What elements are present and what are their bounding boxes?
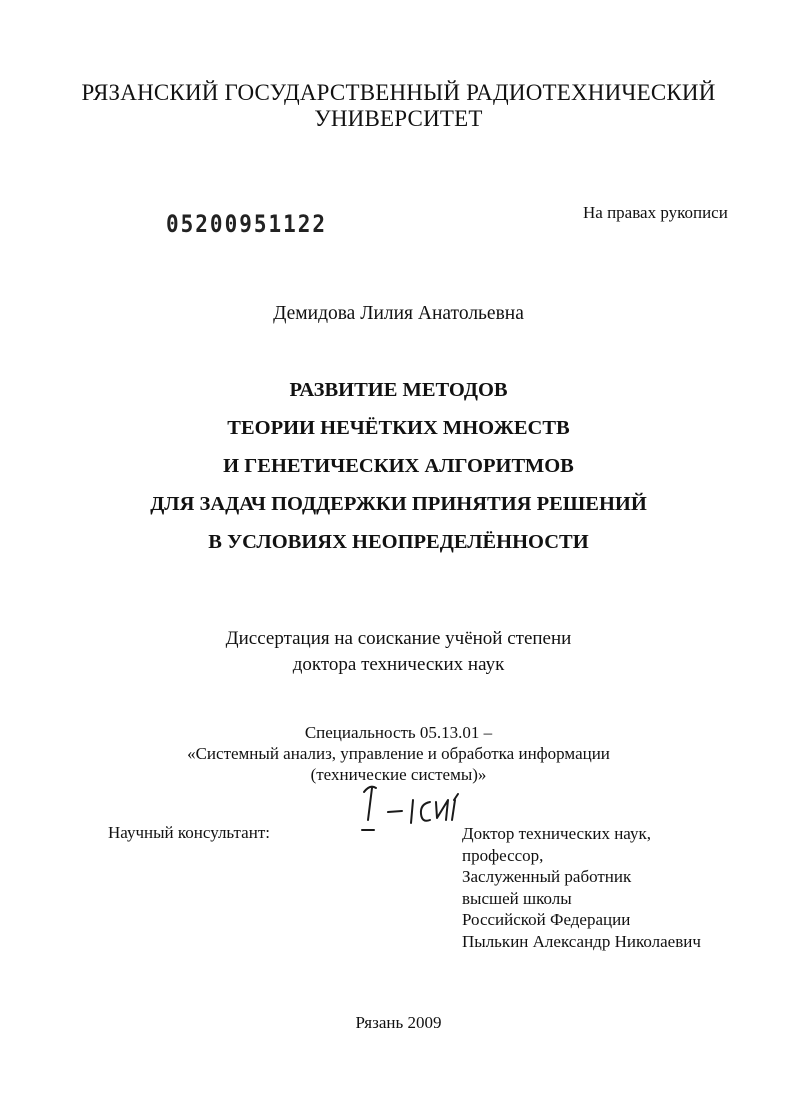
consultant-line-1: Доктор технических наук, (462, 824, 651, 843)
degree-statement (0, 626, 797, 678)
title-line-5: В УСЛОВИЯХ НЕОПРЕДЕЛЁННОСТИ (208, 531, 589, 553)
rights-note: На правах рукописи (583, 203, 728, 222)
specialty-line-3: (технические системы)» (310, 765, 487, 784)
degree-line-2: доктора технических наук (292, 654, 505, 675)
title-line-3: И ГЕНЕТИЧЕСКИХ АЛГОРИТМОВ (223, 455, 574, 477)
consultant-line-4: высшей школы (462, 888, 572, 908)
archive-number-stamp: 05200951122 (166, 210, 328, 238)
university-line-2: УНИВЕРСИТЕТ (314, 106, 483, 131)
specialty-line-2: «Системный анализ, управление и обработка информации (187, 744, 610, 763)
consultant-line-3: Заслуженный работник (462, 867, 632, 886)
university-line-1: РЯЗАНСКИЙ ГОСУДАРСТВЕННЫЙ РАДИОТЕХНИЧЕСКИЙ (81, 80, 716, 105)
author-name: Демидова Лилия Анатольевна (273, 303, 524, 324)
university-name (0, 80, 797, 132)
consultant-info (462, 823, 701, 952)
consultant-line-6: Пылькин Александр Николаевич (462, 931, 701, 951)
specialty-line-1: Специальность 05.13.01 – (304, 723, 493, 742)
city-year: Рязань 2009 (355, 1013, 442, 1032)
specialty-block (0, 722, 797, 785)
title-line-4: ДЛЯ ЗАДАЧ ПОДДЕРЖКИ ПРИНЯТИЯ РЕШЕНИЙ (150, 493, 647, 515)
consultant-label: Научный консультант: (108, 823, 270, 842)
handwritten-note-drawing (358, 778, 478, 838)
title-line-2: ТЕОРИИ НЕЧЁТКИХ МНОЖЕСТВ (227, 417, 570, 439)
title-line-1: РАЗВИТИЕ МЕТОДОВ (289, 379, 508, 401)
degree-line-1: Диссертация на соискание учёной степени (225, 628, 572, 649)
handwritten-note (358, 778, 478, 843)
consultant-line-2: профессор, (462, 845, 544, 865)
consultant-line-5: Российской Федерации (462, 910, 631, 929)
dissertation-title (0, 371, 797, 561)
